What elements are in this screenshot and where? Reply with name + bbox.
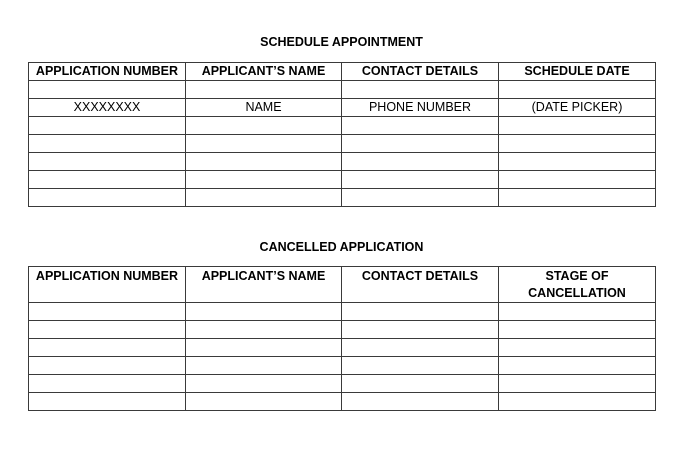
schedule-appointment-table (28, 62, 656, 207)
table-cell (499, 135, 656, 153)
table-row (29, 339, 656, 357)
table-cell (342, 153, 499, 171)
table-row (29, 99, 656, 117)
table-cell (186, 393, 342, 411)
applicant-name-cell: NAME (186, 99, 342, 117)
table-cell (342, 171, 499, 189)
table-cell (342, 339, 499, 357)
table-cell (342, 375, 499, 393)
column-header-schedule-date: SCHEDULE DATE (499, 63, 656, 81)
table-row (29, 375, 656, 393)
cancelled-application-title: CANCELLED APPLICATION (259, 240, 424, 254)
table-row (29, 171, 656, 189)
table-cell (29, 171, 186, 189)
column-header-stage-of-cancellation: STAGE OF CANCELLATION (499, 267, 656, 303)
column-header-applicant-name: APPLICANT’S NAME (186, 63, 342, 81)
table-cell (186, 189, 342, 207)
table-cell (186, 321, 342, 339)
table-cell (186, 135, 342, 153)
table-cell (29, 135, 186, 153)
table-cell (342, 135, 499, 153)
table-cell (342, 189, 499, 207)
table-cell (186, 153, 342, 171)
table-cell (342, 357, 499, 375)
table-row (29, 117, 656, 135)
table-cell (186, 81, 342, 99)
phone-number-cell: PHONE NUMBER (342, 99, 499, 117)
table-cell (29, 357, 186, 375)
table-cell (499, 171, 656, 189)
application-number-cell: XXXXXXXX (29, 99, 186, 117)
table-cell (342, 81, 499, 99)
table-cell (342, 321, 499, 339)
column-header-contact-details: CONTACT DETAILS (342, 63, 499, 81)
table-row (29, 393, 656, 411)
table-cell (186, 357, 342, 375)
table-cell (186, 117, 342, 135)
table-cell (499, 81, 656, 99)
table-cell (499, 375, 656, 393)
table-cell (29, 339, 186, 357)
table-cell (186, 171, 342, 189)
table-cell (29, 321, 186, 339)
table-cell (29, 153, 186, 171)
table-cell (29, 81, 186, 99)
table-cell (342, 117, 499, 135)
column-header-contact-details: CONTACT DETAILS (342, 267, 499, 303)
table-cell (29, 375, 186, 393)
table-row (29, 357, 656, 375)
table-row (29, 135, 656, 153)
table-row (29, 81, 656, 99)
table-cell (499, 321, 656, 339)
table-cell (499, 339, 656, 357)
table-row (29, 153, 656, 171)
table-cell (499, 189, 656, 207)
schedule-appointment-title: SCHEDULE APPOINTMENT (260, 35, 423, 49)
column-header-application-number: APPLICATION NUMBER (29, 267, 186, 303)
table-cell (29, 189, 186, 207)
table-cell (499, 357, 656, 375)
table-row (29, 321, 656, 339)
table-cell (29, 117, 186, 135)
table-header-row (29, 267, 656, 303)
column-header-application-number: APPLICATION NUMBER (29, 63, 186, 81)
table-cell (499, 117, 656, 135)
table-cell (499, 153, 656, 171)
table-row (29, 303, 656, 321)
cancelled-application-table (28, 266, 656, 411)
date-picker-cell[interactable]: (DATE PICKER) (499, 99, 656, 117)
table-cell (186, 303, 342, 321)
table-header-row (29, 63, 656, 81)
table-cell (499, 303, 656, 321)
table-row (29, 189, 656, 207)
table-cell (29, 393, 186, 411)
table-cell (342, 393, 499, 411)
table-cell (186, 339, 342, 357)
table-cell (499, 393, 656, 411)
table-cell (29, 303, 186, 321)
column-header-applicant-name: APPLICANT’S NAME (186, 267, 342, 303)
table-cell (342, 303, 499, 321)
table-cell (186, 375, 342, 393)
